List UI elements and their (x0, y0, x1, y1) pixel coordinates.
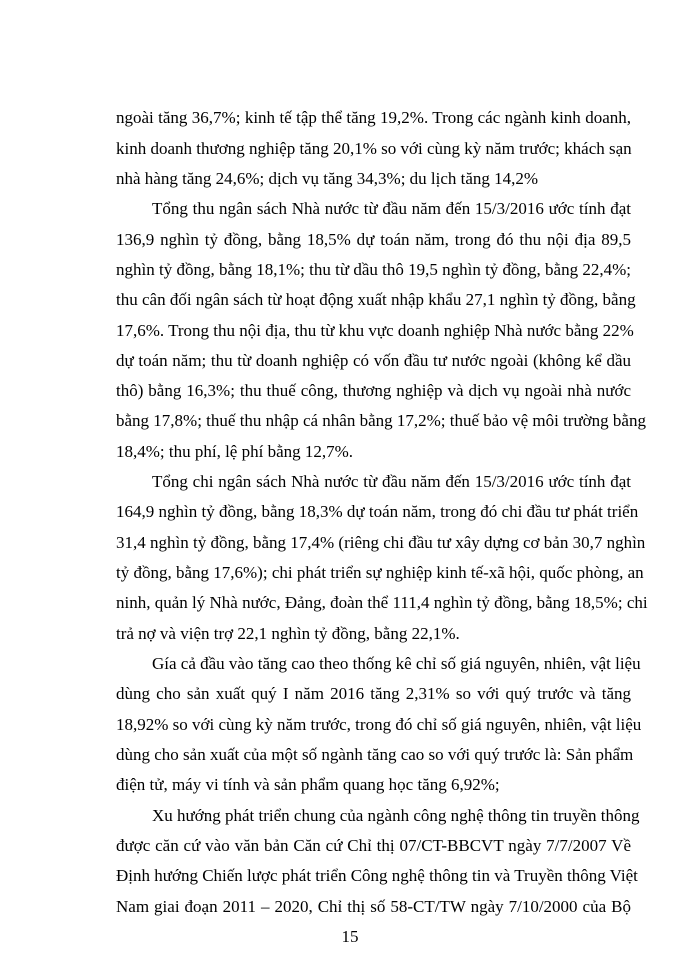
text-line: Tổng chi ngân sách Nhà nước từ đầu năm đến 15/3/2016 ước tính đạt (152, 472, 631, 491)
text-line: Nam giai đoạn 2011 – 2020, Chỉ thị số 58-CT/TW ngày 7/10/2000 của Bộ (116, 897, 631, 916)
text-line: ninh, quản lý Nhà nước, Đảng, đoàn thể 111,4 nghìn tỷ đồng, bằng 18,5%; chi (116, 593, 648, 612)
text-line: nghìn tỷ đồng, bằng 18,1%; thu từ dầu thô 19,5 nghìn tỷ đồng, bằng 22,4%; (116, 260, 631, 279)
text-line: Tổng thu ngân sách Nhà nước từ đầu năm đến 15/3/2016 ước tính đạt (152, 199, 631, 218)
text-line: kinh doanh thương nghiệp tăng 20,1% so với cùng kỳ năm trước; khách sạn (116, 139, 632, 158)
text-line: thô) bằng 16,3%; thu thuế công, thương nghiệp và dịch vụ ngoài nhà nước (116, 381, 631, 400)
text-line: 164,9 nghìn tỷ đồng, bằng 18,3% dự toán năm, trong đó chi đầu tư phát triển (116, 502, 639, 521)
text-line: trả nợ và viện trợ 22,1 nghìn tỷ đồng, bằng 22,1%. (116, 624, 460, 643)
text-line: tỷ đồng, bằng 17,6%); chi phát triển sự nghiệp kinh tế-xã hội, quốc phòng, an (116, 563, 644, 582)
page-number: 15 (341, 927, 359, 946)
text-line: Xu hướng phát triển chung của ngành công nghệ thông tin truyền thông (152, 806, 640, 825)
text-line: bằng 17,8%; thuế thu nhập cá nhân bằng 17,2%; thuế bảo vệ môi trường bằng (116, 411, 646, 430)
text-line: Gía cả đầu vào tăng cao theo thống kê chỉ số giá nguyên, nhiên, vật liệu (152, 654, 641, 673)
text-line: điện tử, máy vi tính và sản phẩm quang học tăng 6,92%; (116, 775, 500, 794)
text-line: 31,4 nghìn tỷ đồng, bằng 17,4% (riêng chi đầu tư xây dựng cơ bản 30,7 nghìn (116, 533, 646, 552)
text-line: 18,4%; thu phí, lệ phí bằng 12,7%. (116, 442, 354, 461)
text-line: dự toán năm; thu từ doanh nghiệp có vốn đầu tư nước ngoài (không kể dầu (116, 351, 631, 370)
text-line: Định hướng Chiến lược phát triển Công nghệ thông tin và Truyền thông Việt (116, 866, 638, 885)
text-line: dùng cho sản xuất của một số ngành tăng cao so với quý trước là: Sản phẩm (116, 745, 634, 764)
text-line: 136,9 nghìn tỷ đồng, bằng 18,5% dự toán năm, trong đó thu nội địa 89,5 (116, 230, 631, 249)
text-line: 17,6%. Trong thu nội địa, thu từ khu vực doanh nghiệp Nhà nước bằng 22% (116, 321, 634, 340)
text-line: 18,92% so với cùng kỳ năm trước, trong đó chỉ số giá nguyên, nhiên, vật liệu (116, 715, 642, 734)
text-line: ngoài tăng 36,7%; kinh tế tập thể tăng 19,2%. Trong các ngành kinh doanh, (116, 108, 631, 127)
text-line: được căn cứ vào văn bản Căn cứ Chỉ thị 07/CT-BBCVT ngày 7/7/2007 Về (116, 836, 631, 855)
text-line: dùng cho sản xuất quý I năm 2016 tăng 2,31% so với quý trước và tăng (116, 684, 631, 703)
text-line: thu cân đối ngân sách từ hoạt động xuất nhập khẩu 27,1 nghìn tỷ đồng, bằng (116, 290, 636, 309)
text-line: nhà hàng tăng 24,6%; dịch vụ tăng 34,3%; du lịch tăng 14,2% (116, 169, 539, 188)
